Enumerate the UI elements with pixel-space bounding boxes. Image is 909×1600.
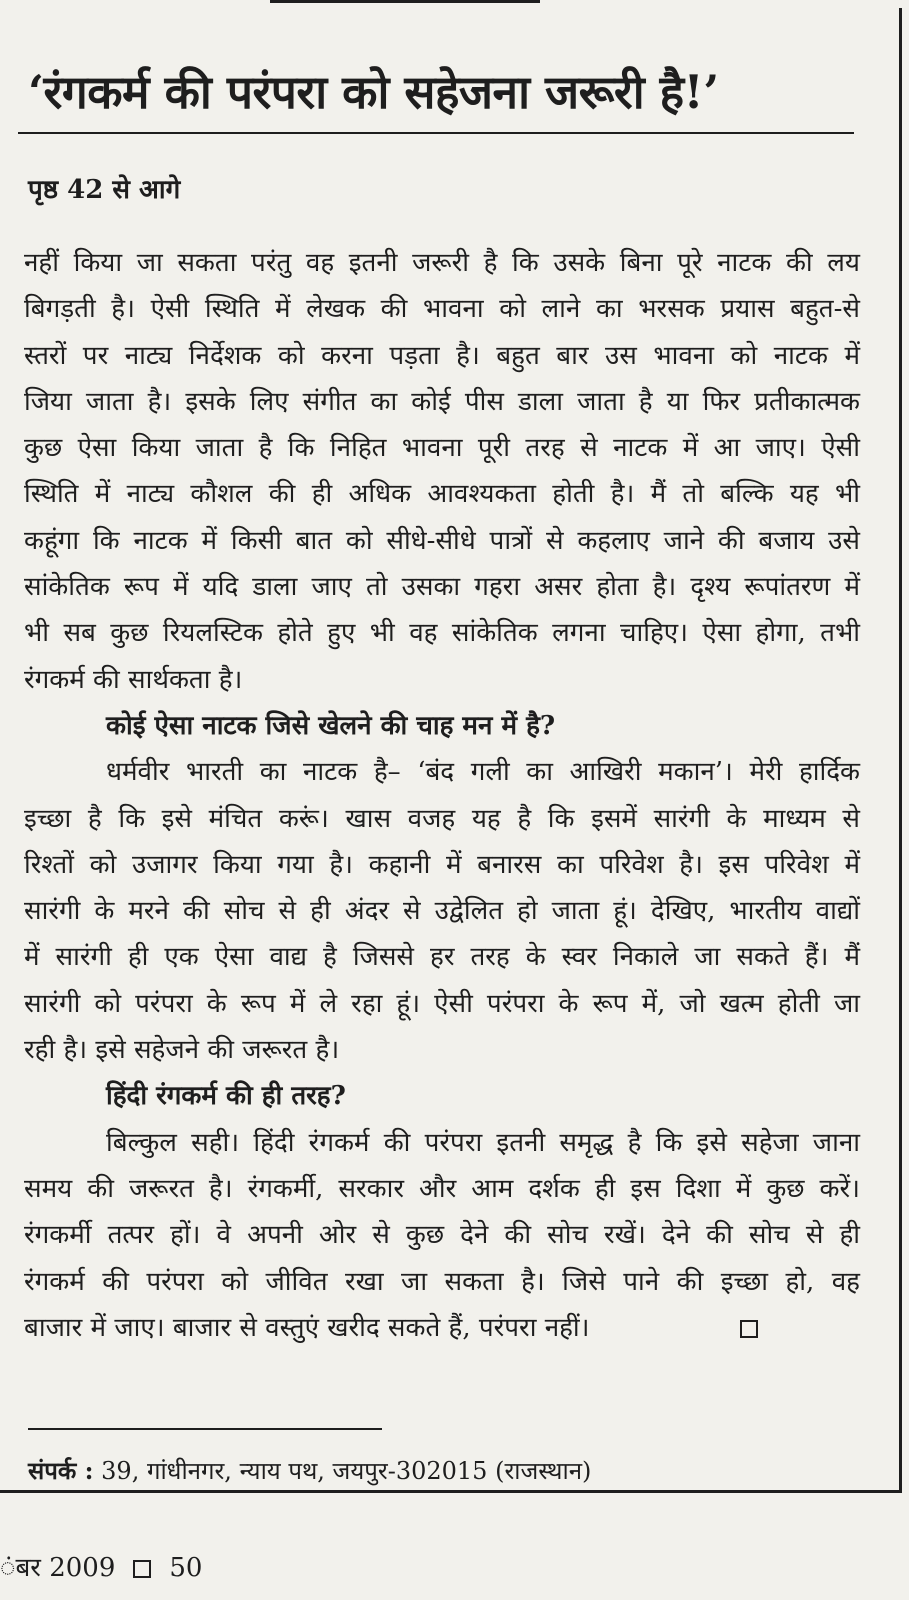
footer-month: ंबर 2009: [0, 1553, 116, 1583]
body-line: रिश्तों को उजागर किया गया है। कहानी में बनारस का परिवेश है। इस परिवेश में: [24, 849, 860, 880]
interview-question: हिंदी रंगकर्म की ही तरह?: [106, 1081, 346, 1112]
footer-box-icon: [133, 1560, 151, 1578]
body-line: सारंगी के मरने की सोच से ही अंदर से उद्वेलित हो जाता हूं। देखिए, भारतीय वाद्यों: [24, 896, 860, 927]
body-line: बिल्कुल सही। हिंदी रंगकर्म की परंपरा इतनी समृद्ध है कि इसे सहेजा जाना: [106, 1127, 860, 1158]
body-line-final: [24, 1305, 860, 1351]
body-line: नहीं किया जा सकता परंतु वह इतनी जरूरी है कि उसके बिना पूरे नाटक की लय: [24, 248, 860, 278]
contact-label: संपर्क :: [28, 1456, 94, 1485]
body-line: में सारंगी ही एक ऐसा वाद्य है जिससे हर तरह के स्वर निकाले जा सकते हैं। मैं: [24, 942, 860, 973]
contact-address: 39, गांधीनगर, न्याय पथ, जयपुर-302015 (राजस्थान): [101, 1457, 592, 1485]
final-text: बाजार में जाए। बाजार से वस्तुएं खरीद सकते हैं, परंपरा नहीं।: [24, 1312, 590, 1343]
body-line: समय की जरूरत है। रंगकर्मी, सरकार और आम दर्शक ही इस दिशा में कुछ करें।: [24, 1173, 860, 1204]
body-line: कुछ ऐसा किया जाता है कि निहित भावना पूरी तरह से नाटक में आ जाए। ऐसी: [24, 433, 860, 464]
top-rule: [270, 0, 540, 3]
body-line: रंगकर्म की सार्थकता है।: [24, 664, 243, 695]
end-mark-icon: [740, 1320, 758, 1338]
article-body: [24, 240, 860, 1351]
article-page: [0, 8, 902, 1493]
body-line: रही है। इसे सहेजने की जरूरत है।: [24, 1035, 340, 1066]
body-line: सारंगी को परंपरा के रूप में ले रहा हूं। ऐसी परंपरा के रूप में, जो खत्म होती जा: [24, 988, 860, 1019]
body-line: सांकेतिक रूप में यदि डाला जाए तो उसका गहरा असर होता है। दृश्य रूपांतरण में: [24, 572, 860, 603]
body-line: भी सब कुछ रियलस्टिक होते हुए भी वह सांकेतिक लगना चाहिए। ऐसा होगा, तभी: [24, 618, 860, 649]
body-line: धर्मवीर भारती का नाटक है– ‘बंद गली का आखिरी मकान’। मेरी हार्दिक: [106, 757, 860, 788]
contact-rule: [28, 1428, 382, 1430]
title-rule: [18, 132, 854, 134]
continued-from: पृष्ठ 42 से आगे: [28, 175, 181, 205]
body-line: रंगकर्मी तत्पर हों। वे अपनी ओर से कुछ देने की सोच रखें। देने की सोच से ही: [24, 1220, 860, 1251]
interview-question: कोई ऐसा नाटक जिसे खेलने की चाह मन में है?: [106, 710, 556, 741]
body-line: इच्छा है कि इसे मंचित करूं। खास वजह यह है कि इसमें सारंगी के माध्यम से: [24, 803, 860, 834]
body-line: स्थिति में नाट्य कौशल की ही अधिक आवश्यकता होती है। मैं तो बल्कि यह भी: [24, 479, 860, 510]
body-line: जिया जाता है। इसके लिए संगीत का कोई पीस डाला जाता है या फिर प्रतीकात्मक: [24, 386, 860, 417]
body-line: कहूंगा कि नाटक में किसी बात को सीधे-सीधे पात्रों से कहलाए जाने की बजाय उसे: [24, 525, 860, 556]
body-line: स्तरों पर नाट्य निर्देशक को करना पड़ता है। बहुत बार उस भावना को नाटक में: [24, 340, 860, 371]
page-footer: [0, 1548, 202, 1588]
contact-line: [28, 1453, 591, 1489]
body-line: बिगड़ती है। ऐसी स्थिति में लेखक की भावना को लाने का भरसक प्रयास बहुत-से: [24, 294, 860, 325]
body-line: रंगकर्म की परंपरा को जीवित रखा जा सकता है। जिसे पाने की इच्छा हो, वह: [24, 1266, 860, 1297]
page-number: 50: [169, 1553, 203, 1583]
article-title: ‘रंगकर्म की परंपरा को सहेजना जरूरी है!’: [28, 65, 719, 119]
